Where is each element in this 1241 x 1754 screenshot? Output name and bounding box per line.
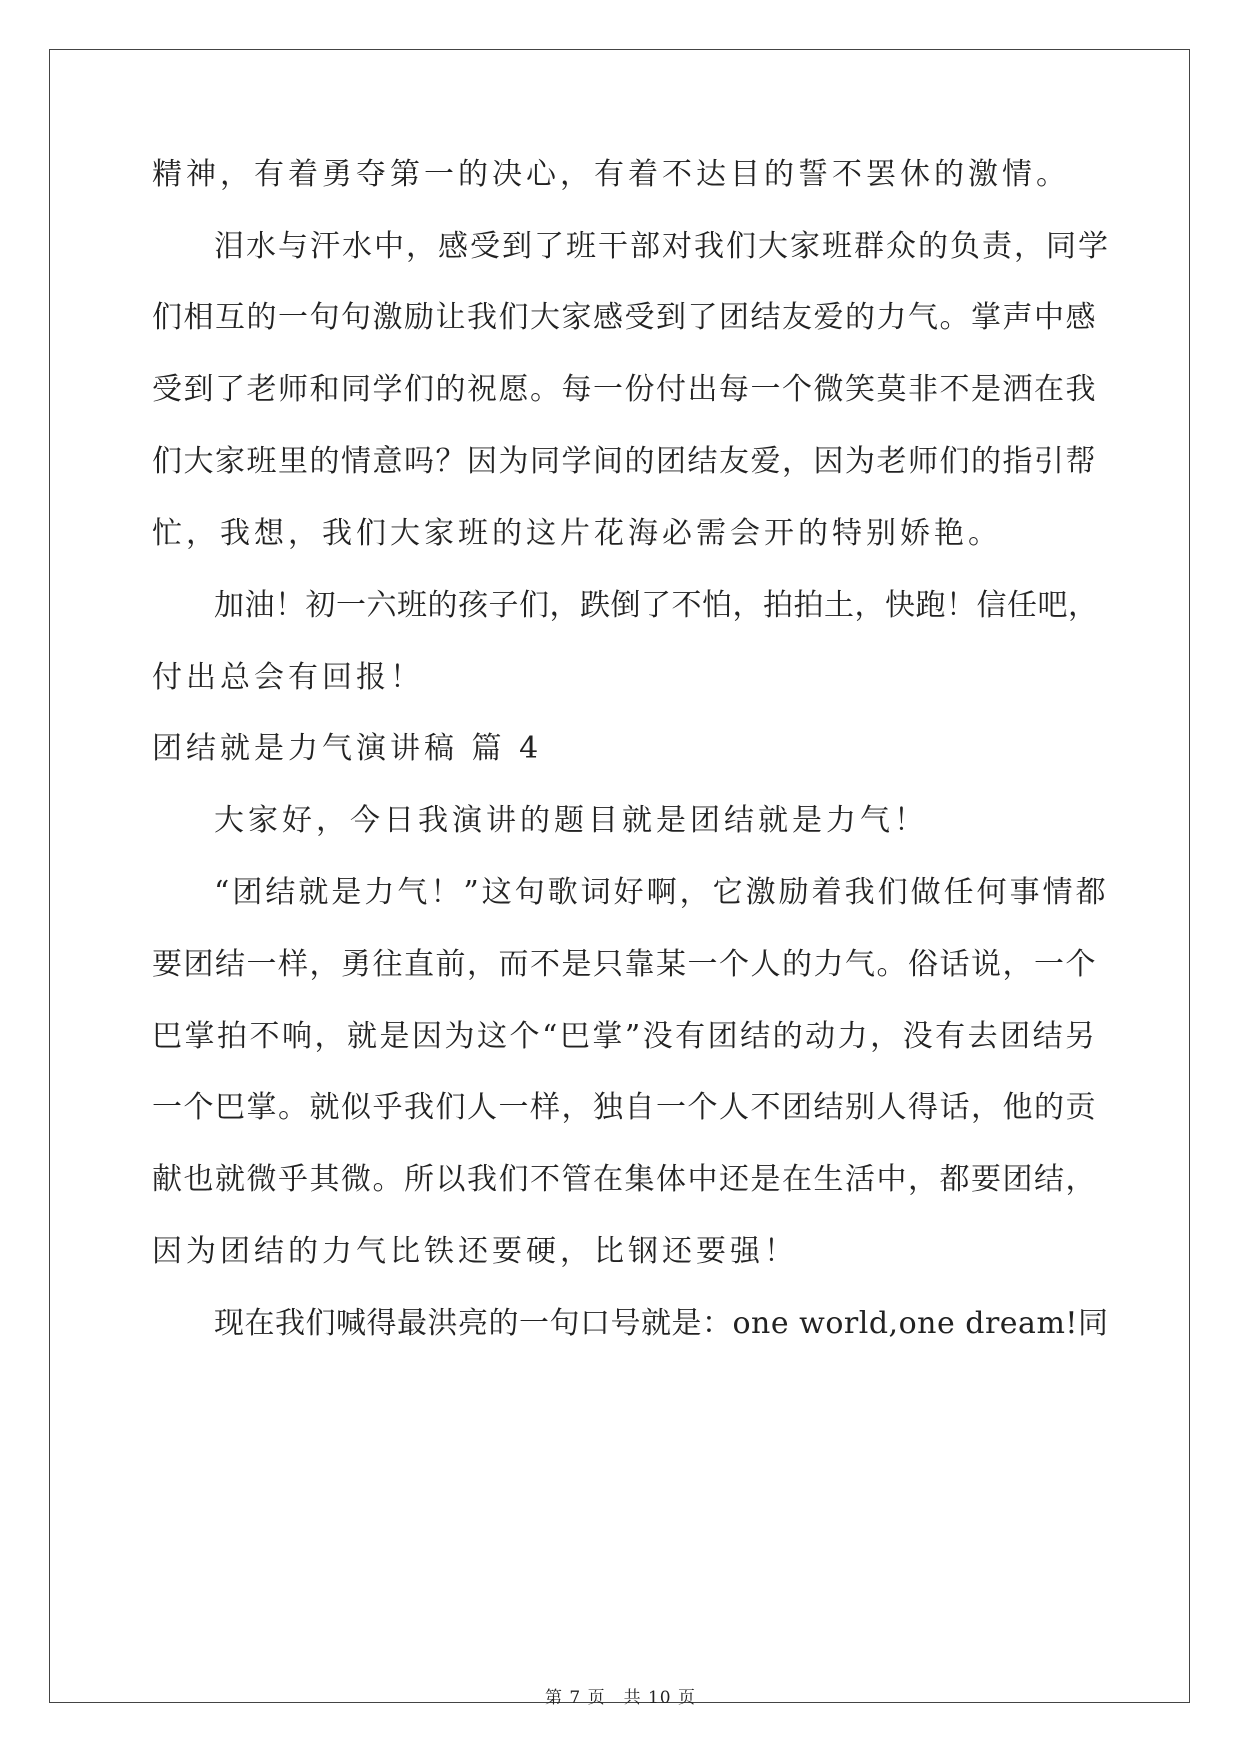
- paragraph-line: 们相互的一句句激励让我们大家感受到了团结友爱的力气。掌声中感: [152, 300, 1097, 335]
- paragraph-line: 一个巴掌。就似乎我们人一样，独自一个人不团结别人得话，他的贡: [152, 1090, 1097, 1125]
- paragraph-line: 受到了老师和同学们的祝愿。每一份付出每一个微笑莫非不是洒在我: [152, 372, 1097, 407]
- section-heading: 团结就是力气演讲稿 篇 4: [152, 731, 543, 766]
- paragraph-line: 付出总会有回报！: [152, 660, 424, 695]
- paragraph-line: 精神，有着勇夺第一的决心，有着不达目的誓不罢休的激情。: [152, 157, 1070, 192]
- paragraph-line: “团结就是力气！”这句歌词好啊，它激励着我们做任何事情都: [214, 875, 1109, 910]
- paragraph-line: 泪水与汗水中，感受到了班干部对我们大家班群众的负责，同学: [214, 229, 1110, 264]
- paragraph-line: 要团结一样，勇往直前，而不是只靠某一个人的力气。俗话说，一个: [152, 947, 1097, 982]
- page-number-footer: 第 7 页 共 10 页: [544, 1688, 697, 1708]
- paragraph-line: 忙，我想，我们大家班的这片花海必需会开的特别娇艳。: [152, 516, 1002, 551]
- paragraph-line: 加油！初一六班的孩子们，跌倒了不怕，拍拍土，快跑！信任吧，: [214, 588, 1099, 623]
- paragraph-line: 现在我们喊得最洪亮的一句口号就是：one world,one dream!同: [214, 1306, 1109, 1341]
- paragraph-line: 献也就微乎其微。所以我们不管在集体中还是在生活中，都要团结，: [152, 1162, 1097, 1197]
- paragraph-line: 们大家班里的情意吗？因为同学间的团结友爱，因为老师们的指引帮: [152, 444, 1097, 479]
- paragraph-line: 巴掌拍不响，就是因为这个“巴掌”没有团结的动力，没有去团结另: [152, 1019, 1098, 1054]
- paragraph-line: 因为团结的力气比铁还要硬，比钢还要强！: [152, 1234, 798, 1269]
- paragraph-line: 大家好，今日我演讲的题目就是团结就是力气！: [214, 803, 928, 838]
